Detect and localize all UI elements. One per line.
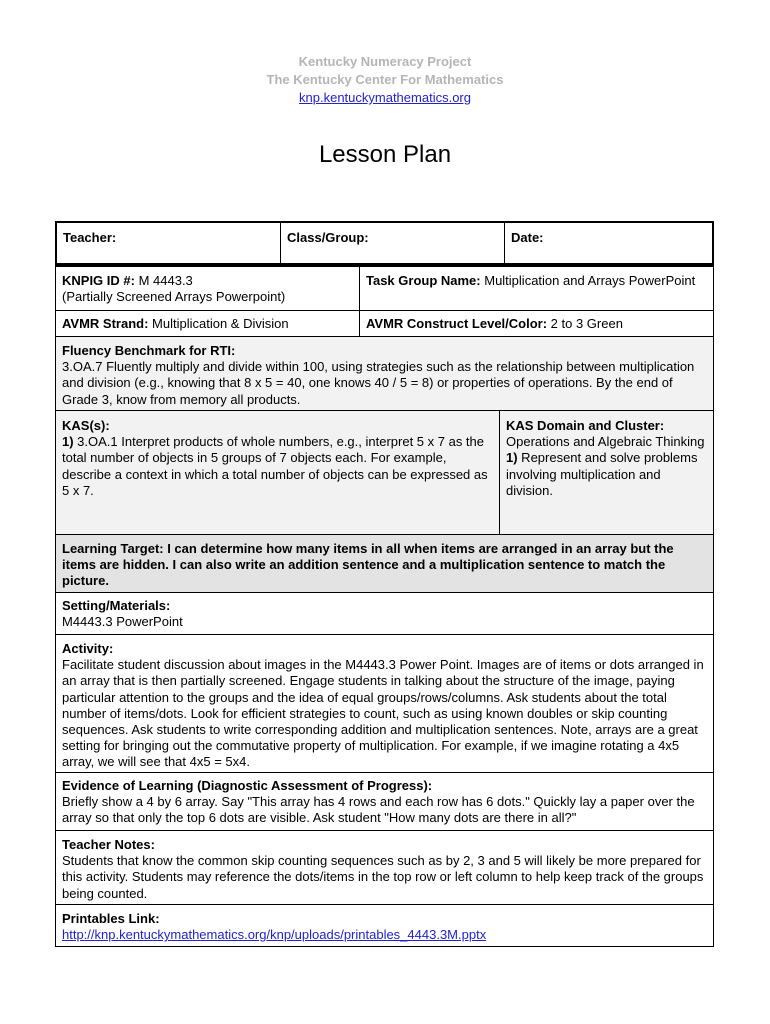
kas-domain-block: [506, 450, 707, 499]
avmr-strand-label: AVMR Strand:: [62, 316, 149, 331]
setting-row: [56, 593, 713, 635]
knpig-label: KNPIG ID #:: [62, 273, 135, 288]
fluency-label: Fluency Benchmark for RTI:: [62, 343, 236, 358]
task-group-label: Task Group Name:: [366, 273, 481, 288]
header-project-name: Kentucky Numeracy Project: [298, 54, 472, 69]
setting-label: Setting/Materials:: [62, 598, 171, 613]
kas-text: 3.OA.1 Interpret products of whole numbers, e.g., interpret 5 x 7 as the total number of objects in 5 groups of 7 objects each. For example, describe a context in which a total number of objects can be expressed as 5 x 7.: [62, 434, 488, 498]
printables-row: [56, 905, 713, 947]
evidence-cell: [56, 773, 713, 830]
date-field: Date:: [511, 230, 544, 245]
avmr-strand-cell: [56, 311, 359, 336]
class-group-field: Class/Group:: [281, 223, 505, 263]
teacher-notes-cell: [56, 831, 713, 904]
avmr-row: [56, 311, 713, 337]
task-group-value: Multiplication and Arrays PowerPoint: [480, 273, 696, 288]
learning-target-text: Learning Target: I can determine how many items in all when items are arranged in an array but the items are hidden. I can also write an addition sentence and a multiplication sentence to match the picture.: [62, 541, 674, 589]
teacher-info-row: [55, 221, 714, 265]
kas-row: [56, 411, 713, 535]
activity-label: Activity:: [62, 641, 114, 656]
fluency-cell: [56, 337, 713, 410]
evidence-label: Evidence of Learning (Diagnostic Assessment of Progress):: [62, 778, 433, 793]
document-header: [0, 53, 770, 107]
kas-number: 1): [62, 434, 74, 450]
evidence-text: Briefly show a 4 by 6 array. Say "This array has 4 rows and each row has 6 dots." Quickly lay a paper over the array so that only the top 6 dots are visible. Ask student "How many dots are there in all?": [62, 794, 695, 826]
setting-text: M4443.3 PowerPoint: [62, 614, 183, 630]
teacher-field: Teacher:: [57, 223, 281, 263]
kas-domain-number: 1): [506, 450, 518, 466]
teacher-notes-text: Students that know the common skip counting sequences such as by 2, 3 and 5 will likely be more prepared for this activity. Students may reference the dots/items in the top row or left column to help keep track of the groups being counted.: [62, 853, 704, 901]
teacher-notes-row: [56, 831, 713, 905]
activity-text: Facilitate student discussion about images in the M4443.3 Power Point. Images are of items or dots arranged in an array that is then partially screened. Engage students in talking about the structure of the image, paying particular attention to the groups and the idea of equal groups/rows/columns. Ask students about the total number of items/dots. Look for efficient strategies to count, such as using known doubles or skip counting sequences. Ask students to write corresponding addition and multiplication sentences. Note, arrays are a great setting for bringing out the commutative property of multiplication. For example, if we imagine rotating a 4x5 array, we will see that 4x5 = 5x4.: [62, 657, 704, 770]
activity-cell: [56, 635, 713, 772]
kas-domain-label: KAS Domain and Cluster:: [506, 418, 665, 433]
evidence-row: [56, 773, 713, 831]
avmr-construct-cell: [359, 311, 713, 336]
fluency-row: [56, 337, 713, 411]
lesson-plan-table: [55, 265, 714, 947]
task-group-cell: [359, 267, 713, 310]
teacher-notes-label: Teacher Notes:: [62, 837, 155, 852]
kas-text-block: [62, 434, 493, 499]
kas-cell: [56, 411, 499, 534]
fluency-text: 3.OA.7 Fluently multiply and divide within 100, using strategies such as the relationship between multiplication and division (e.g., knowing that 8 x 5 = 40, one knows 40 / 5 = 8) or properties of operations. By the end of Grade 3, know from memory all products.: [62, 359, 695, 407]
header-center-name: The Kentucky Center For Mathematics: [266, 72, 504, 87]
header-website-link[interactable]: knp.kentuckymathematics.org: [299, 90, 471, 105]
printables-link[interactable]: http://knp.kentuckymathematics.org/knp/uploads/printables_4443.3M.pptx: [62, 927, 487, 943]
knpig-subtitle: (Partially Screened Arrays Powerpoint): [62, 289, 286, 305]
knpig-row: [56, 267, 713, 311]
avmr-construct-value: 2 to 3 Green: [547, 316, 623, 331]
setting-cell: [56, 593, 713, 634]
kas-domain-line1: Operations and Algebraic Thinking: [506, 434, 705, 450]
printables-cell: [56, 905, 713, 947]
knpig-cell: [56, 267, 359, 310]
kas-domain-line2: Represent and solve problems involving multiplication and division.: [506, 450, 698, 498]
avmr-strand-value: Multiplication & Division: [148, 316, 289, 331]
knpig-value: M 4443.3: [134, 273, 193, 288]
avmr-construct-label: AVMR Construct Level/Color:: [366, 316, 548, 331]
learning-target-row: [56, 535, 713, 593]
kas-domain-cell: [499, 411, 713, 534]
activity-row: [56, 635, 713, 773]
kas-label: KAS(s):: [62, 418, 110, 433]
printables-label: Printables Link:: [62, 911, 160, 926]
page-title: Lesson Plan: [318, 141, 452, 168]
